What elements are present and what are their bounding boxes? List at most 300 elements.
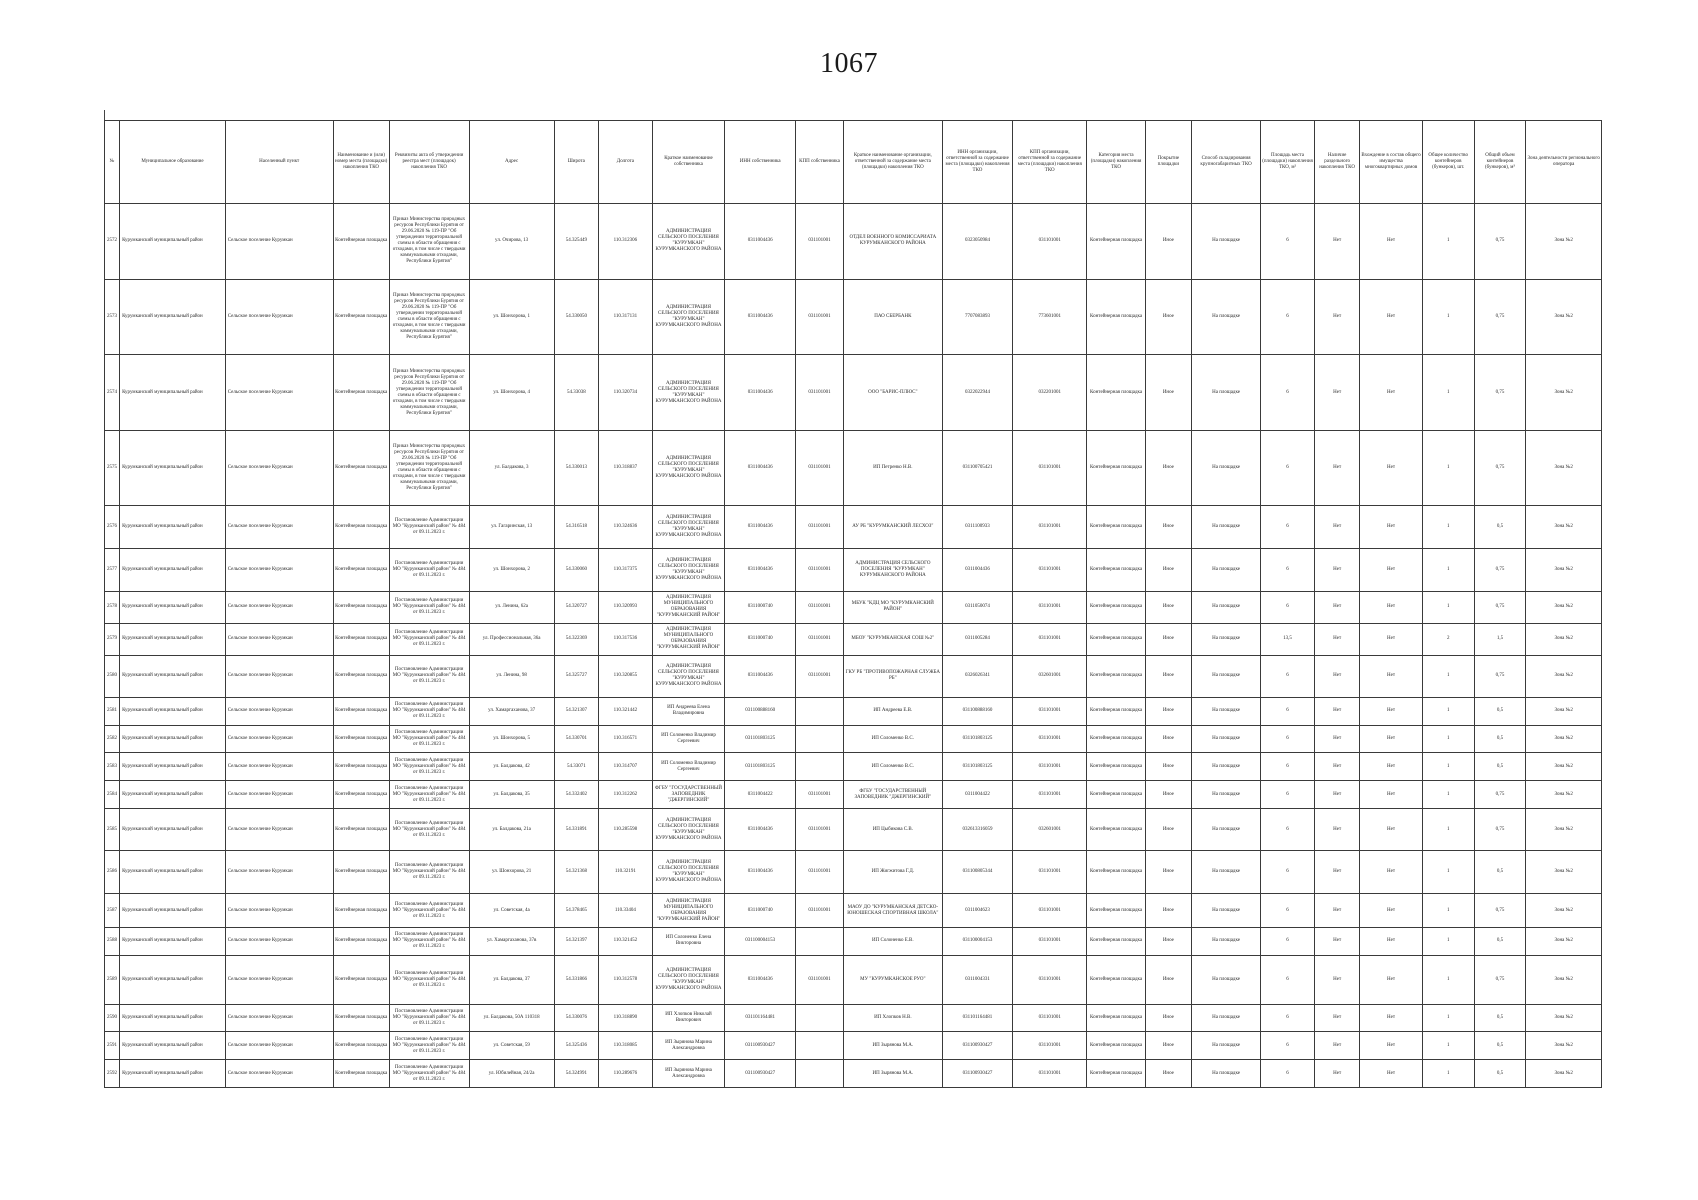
address-cell: ул. Гагаринская, 13 <box>469 506 554 549</box>
column-header: Общий объем контейнеров (бункеров), м³ <box>1474 121 1526 204</box>
municipality-cell: Курумканский муниципальный район <box>120 698 226 726</box>
container-count-cell: 1 <box>1422 279 1474 355</box>
site-name-cell: Контейнерная площадка <box>333 1060 389 1088</box>
longitude-cell: 110.289676 <box>598 1060 652 1088</box>
operator-zone-cell: Зона №2 <box>1526 1032 1602 1060</box>
act-cell: Постановление Администрации МО "Курумканский район" № 484 от 09.11.2023 г. <box>389 506 469 549</box>
owner-inn-cell: 0311000740 <box>725 894 796 928</box>
table-header <box>105 121 1602 204</box>
latitude-cell: 54.330013 <box>554 430 598 506</box>
area-cell: 6 <box>1261 725 1315 753</box>
operator-zone-cell: Зона №2 <box>1526 894 1602 928</box>
owner-inn-cell: 0311000740 <box>725 623 796 655</box>
separate-collection-cell: Нет <box>1314 808 1359 851</box>
longitude-cell: 110.33404 <box>598 894 652 928</box>
responsible-inn-cell: 0323050984 <box>942 204 1012 280</box>
act-cell: Постановление Администрации МО "Курумканский район" № 484 от 09.11.2023 г. <box>389 753 469 781</box>
owner-kpp-cell: 031101001 <box>796 655 843 698</box>
category-cell: Контейнерная площадка <box>1087 355 1145 431</box>
table-row <box>105 1032 1602 1060</box>
owner-inn-cell: 0311004436 <box>725 851 796 894</box>
responsible-kpp-cell: 031101001 <box>1013 1032 1087 1060</box>
common-property-cell: Нет <box>1360 894 1423 928</box>
row-number: 2586 <box>105 851 120 894</box>
owner-inn-cell: 0311004436 <box>725 430 796 506</box>
site-name-cell: Контейнерная площадка <box>333 725 389 753</box>
container-volume-cell: 0,5 <box>1474 1060 1526 1088</box>
container-volume-cell: 0,75 <box>1474 894 1526 928</box>
area-cell: 6 <box>1261 955 1315 1004</box>
container-count-cell: 1 <box>1422 851 1474 894</box>
settlement-cell: Сельское поселение Курумкан <box>225 279 333 355</box>
column-header: Широта <box>554 121 598 204</box>
container-volume-cell: 0,5 <box>1474 1004 1526 1032</box>
bulky-waste-cell: На площадке <box>1192 1060 1261 1088</box>
column-header: Наличие раздельного накопления ТКО <box>1314 121 1359 204</box>
act-cell: Постановление Администрации МО "Курумканский район" № 484 от 09.11.2023 г. <box>389 1032 469 1060</box>
table-row <box>105 591 1602 623</box>
longitude-cell: 110.317131 <box>598 279 652 355</box>
area-cell: 6 <box>1261 851 1315 894</box>
longitude-cell: 110.312306 <box>598 204 652 280</box>
responsible-org-cell: ИП Зырянова М.А. <box>843 1032 942 1060</box>
latitude-cell: 54.325449 <box>554 204 598 280</box>
owner-inn-cell: 031100930427 <box>725 1060 796 1088</box>
latitude-cell: 54.33071 <box>554 753 598 781</box>
responsible-org-cell: АУ РБ "КУРУМКАНСКИЙ ЛЕСХОЗ" <box>843 506 942 549</box>
site-name-cell: Контейнерная площадка <box>333 851 389 894</box>
row-number: 2590 <box>105 1004 120 1032</box>
table-row <box>105 1060 1602 1088</box>
responsible-inn-cell: 0311100933 <box>942 506 1012 549</box>
responsible-inn-cell: 032613316059 <box>942 808 1012 851</box>
municipality-cell: Курумканский муниципальный район <box>120 1060 226 1088</box>
site-name-cell: Контейнерная площадка <box>333 1004 389 1032</box>
area-cell: 6 <box>1261 506 1315 549</box>
address-cell: ул. Шонхорова, 2 <box>469 549 554 592</box>
table-row <box>105 928 1602 956</box>
responsible-inn-cell: 0311004436 <box>942 549 1012 592</box>
latitude-cell: 54.330076 <box>554 1004 598 1032</box>
container-volume-cell: 0,75 <box>1474 955 1526 1004</box>
area-cell: 6 <box>1261 894 1315 928</box>
address-cell: ул. Балдакова, 35 <box>469 781 554 809</box>
row-number: 2578 <box>105 591 120 623</box>
bulky-waste-cell: На площадке <box>1192 725 1261 753</box>
container-volume-cell: 0,5 <box>1474 851 1526 894</box>
owner-cell: АДМИНИСТРАЦИЯ МУНИЦИПАЛЬНОГО ОБРАЗОВАНИЯ "КУРУМКАНСКИЙ РАЙОН" <box>652 894 724 928</box>
owner-inn-cell: 0311004436 <box>725 549 796 592</box>
common-property-cell: Нет <box>1360 928 1423 956</box>
area-cell: 6 <box>1261 430 1315 506</box>
category-cell: Контейнерная площадка <box>1087 753 1145 781</box>
container-count-cell: 1 <box>1422 591 1474 623</box>
owner-cell: АДМИНИСТРАЦИЯ СЕЛЬСКОГО ПОСЕЛЕНИЯ "КУРУМКАН" КУРУМКАНСКОГО РАЙОНА <box>652 279 724 355</box>
row-number: 2591 <box>105 1032 120 1060</box>
settlement-cell: Сельское поселение Курумкан <box>225 430 333 506</box>
act-cell: Постановление Администрации МО "Курумканский район" № 484 от 09.11.2023 г. <box>389 1060 469 1088</box>
owner-inn-cell: 0311004436 <box>725 355 796 431</box>
category-cell: Контейнерная площадка <box>1087 430 1145 506</box>
longitude-cell: 110.317375 <box>598 549 652 592</box>
operator-zone-cell: Зона №2 <box>1526 808 1602 851</box>
category-cell: Контейнерная площадка <box>1087 894 1145 928</box>
act-cell: Постановление Администрации МО "Курумканский район" № 484 от 09.11.2023 г. <box>389 591 469 623</box>
owner-kpp-cell <box>796 928 843 956</box>
longitude-cell: 110.316571 <box>598 725 652 753</box>
column-header: Способ складирования крупногабаритных ТКО <box>1192 121 1261 204</box>
separate-collection-cell: Нет <box>1314 753 1359 781</box>
owner-kpp-cell <box>796 1032 843 1060</box>
owner-cell: АДМИНИСТРАЦИЯ СЕЛЬСКОГО ПОСЕЛЕНИЯ "КУРУМКАН" КУРУМКАНСКОГО РАЙОНА <box>652 851 724 894</box>
owner-inn-cell: 0311004436 <box>725 204 796 280</box>
owner-inn-cell: 0311004436 <box>725 808 796 851</box>
cover-cell: Иное <box>1145 279 1191 355</box>
cover-cell: Иное <box>1145 430 1191 506</box>
responsible-kpp-cell: 032601001 <box>1013 808 1087 851</box>
page-number: 1067 <box>820 48 878 79</box>
owner-cell: ИП Соломенко Владимир Сергеевич <box>652 725 724 753</box>
responsible-org-cell: ИП Соломенко В.С. <box>843 753 942 781</box>
area-cell: 6 <box>1261 1032 1315 1060</box>
address-cell: ул. Шонхорова, 1 <box>469 279 554 355</box>
responsible-inn-cell: 0326026341 <box>942 655 1012 698</box>
bulky-waste-cell: На площадке <box>1192 1004 1261 1032</box>
responsible-kpp-cell: 031101001 <box>1013 725 1087 753</box>
responsible-kpp-cell: 031101001 <box>1013 430 1087 506</box>
bulky-waste-cell: На площадке <box>1192 655 1261 698</box>
column-header: Реквизиты акта об утверждении реестра мест (площадок) накопления ТКО <box>389 121 469 204</box>
row-number: 2581 <box>105 698 120 726</box>
responsible-inn-cell: 0311050074 <box>942 591 1012 623</box>
act-cell: Постановление Администрации МО "Курумканский район" № 484 от 09.11.2023 г. <box>389 1004 469 1032</box>
responsible-inn-cell: 031100805344 <box>942 851 1012 894</box>
bulky-waste-cell: На площадке <box>1192 623 1261 655</box>
owner-kpp-cell: 031101001 <box>796 279 843 355</box>
bulky-waste-cell: На площадке <box>1192 591 1261 623</box>
longitude-cell: 110.324636 <box>598 506 652 549</box>
common-property-cell: Нет <box>1360 506 1423 549</box>
separate-collection-cell: Нет <box>1314 955 1359 1004</box>
site-name-cell: Контейнерная площадка <box>333 808 389 851</box>
area-cell: 6 <box>1261 655 1315 698</box>
municipality-cell: Курумканский муниципальный район <box>120 279 226 355</box>
container-volume-cell: 0,75 <box>1474 655 1526 698</box>
site-name-cell: Контейнерная площадка <box>333 1032 389 1060</box>
container-count-cell: 1 <box>1422 430 1474 506</box>
owner-cell: АДМИНИСТРАЦИЯ СЕЛЬСКОГО ПОСЕЛЕНИЯ "КУРУМКАН" КУРУМКАНСКОГО РАЙОНА <box>652 655 724 698</box>
longitude-cell: 110.320734 <box>598 355 652 431</box>
responsible-org-cell: ИП Соломенко В.С. <box>843 725 942 753</box>
owner-cell: АДМИНИСТРАЦИЯ СЕЛЬСКОГО ПОСЕЛЕНИЯ "КУРУМКАН" КУРУМКАНСКОГО РАЙОНА <box>652 955 724 1004</box>
owner-kpp-cell: 031101001 <box>796 591 843 623</box>
settlement-cell: Сельское поселение Курумкан <box>225 355 333 431</box>
operator-zone-cell: Зона №2 <box>1526 955 1602 1004</box>
settlement-cell: Сельское поселение Курумкан <box>225 1060 333 1088</box>
operator-zone-cell: Зона №2 <box>1526 1004 1602 1032</box>
bulky-waste-cell: На площадке <box>1192 955 1261 1004</box>
settlement-cell: Сельское поселение Курумкан <box>225 204 333 280</box>
container-volume-cell: 0,75 <box>1474 355 1526 431</box>
responsible-inn-cell: 7707083893 <box>942 279 1012 355</box>
owner-inn-cell: 0311004436 <box>725 279 796 355</box>
table-row <box>105 781 1602 809</box>
container-count-cell: 1 <box>1422 808 1474 851</box>
bulky-waste-cell: На площадке <box>1192 1032 1261 1060</box>
owner-cell: ИП Хлопков Николай Викторович <box>652 1004 724 1032</box>
separate-collection-cell: Нет <box>1314 623 1359 655</box>
owner-kpp-cell <box>796 1004 843 1032</box>
owner-kpp-cell <box>796 698 843 726</box>
municipality-cell: Курумканский муниципальный район <box>120 204 226 280</box>
cover-cell: Иное <box>1145 928 1191 956</box>
area-cell: 6 <box>1261 1060 1315 1088</box>
table-row <box>105 549 1602 592</box>
owner-cell: ИП Андреева Елена Владимировна <box>652 698 724 726</box>
longitude-cell: 110.312262 <box>598 781 652 809</box>
separate-collection-cell: Нет <box>1314 506 1359 549</box>
common-property-cell: Нет <box>1360 355 1423 431</box>
longitude-cell: 110.285598 <box>598 808 652 851</box>
row-number: 2579 <box>105 623 120 655</box>
responsible-kpp-cell: 773601001 <box>1013 279 1087 355</box>
site-name-cell: Контейнерная площадка <box>333 655 389 698</box>
site-name-cell: Контейнерная площадка <box>333 591 389 623</box>
separate-collection-cell: Нет <box>1314 698 1359 726</box>
common-property-cell: Нет <box>1360 655 1423 698</box>
latitude-cell: 54.33038 <box>554 355 598 431</box>
address-cell: ул. Хамаргаханова, 37 <box>469 698 554 726</box>
container-volume-cell: 0,75 <box>1474 808 1526 851</box>
latitude-cell: 54.322369 <box>554 623 598 655</box>
owner-kpp-cell: 031101001 <box>796 894 843 928</box>
owner-cell: ИП Соломенко Владимир Сергеевич <box>652 753 724 781</box>
table-row <box>105 955 1602 1004</box>
owner-inn-cell: 0311004436 <box>725 655 796 698</box>
separate-collection-cell: Нет <box>1314 430 1359 506</box>
owner-cell: АДМИНИСТРАЦИЯ СЕЛЬСКОГО ПОСЕЛЕНИЯ "КУРУМКАН" КУРУМКАНСКОГО РАЙОНА <box>652 506 724 549</box>
municipality-cell: Курумканский муниципальный район <box>120 1032 226 1060</box>
category-cell: Контейнерная площадка <box>1087 851 1145 894</box>
owner-inn-cell: 031100888160 <box>725 698 796 726</box>
cover-cell: Иное <box>1145 1032 1191 1060</box>
bulky-waste-cell: На площадке <box>1192 928 1261 956</box>
owner-cell: АДМИНИСТРАЦИЯ МУНИЦИПАЛЬНОГО ОБРАЗОВАНИЯ "КУРУМКАНСКИЙ РАЙОН" <box>652 623 724 655</box>
responsible-inn-cell: 0311004331 <box>942 955 1012 1004</box>
owner-cell: ИП Зырянова Марина Александровна <box>652 1032 724 1060</box>
longitude-cell: 110.320855 <box>598 655 652 698</box>
table-row <box>105 698 1602 726</box>
table-row <box>105 725 1602 753</box>
owner-cell: ИП Зырянова Марина Александровна <box>652 1060 724 1088</box>
responsible-org-cell: ИП Петренко Н.В. <box>843 430 942 506</box>
owner-inn-cell: 031101803125 <box>725 753 796 781</box>
act-cell: Постановление Администрации МО "Курумканский район" № 484 от 09.11.2023 г. <box>389 808 469 851</box>
container-volume-cell: 0,5 <box>1474 698 1526 726</box>
settlement-cell: Сельское поселение Курумкан <box>225 698 333 726</box>
row-number: 2589 <box>105 955 120 1004</box>
operator-zone-cell: Зона №2 <box>1526 204 1602 280</box>
container-volume-cell: 0,75 <box>1474 781 1526 809</box>
column-header: Долгота <box>598 121 652 204</box>
settlement-cell: Сельское поселение Курумкан <box>225 1032 333 1060</box>
responsible-org-cell: МБУК "КДЦ МО "КУРУМКАНСКИЙ РАЙОН" <box>843 591 942 623</box>
longitude-cell: 110.320993 <box>598 591 652 623</box>
municipality-cell: Курумканский муниципальный район <box>120 894 226 928</box>
bulky-waste-cell: На площадке <box>1192 781 1261 809</box>
responsible-org-cell: ООО "БАРИС-ПЛЮС" <box>843 355 942 431</box>
operator-zone-cell: Зона №2 <box>1526 1060 1602 1088</box>
address-cell: ул. Балдакова, 21а <box>469 808 554 851</box>
longitude-cell: 110.321452 <box>598 928 652 956</box>
separate-collection-cell: Нет <box>1314 591 1359 623</box>
container-count-cell: 1 <box>1422 955 1474 1004</box>
address-cell: ул. Балдакова, 3 <box>469 430 554 506</box>
common-property-cell: Нет <box>1360 753 1423 781</box>
latitude-cell: 54.321397 <box>554 928 598 956</box>
settlement-cell: Сельское поселение Курумкан <box>225 725 333 753</box>
operator-zone-cell: Зона №2 <box>1526 698 1602 726</box>
owner-cell: АДМИНИСТРАЦИЯ СЕЛЬСКОГО ПОСЕЛЕНИЯ "КУРУМКАН" КУРУМКАНСКОГО РАЙОНА <box>652 430 724 506</box>
row-number: 2574 <box>105 355 120 431</box>
category-cell: Контейнерная площадка <box>1087 1060 1145 1088</box>
column-header: Зона деятельности регионального оператора <box>1526 121 1602 204</box>
column-header: Краткое наименование собственника <box>652 121 724 204</box>
latitude-cell: 54.330701 <box>554 725 598 753</box>
act-cell: Постановление Администрации МО "Курумканский район" № 484 от 09.11.2023 г. <box>389 781 469 809</box>
separate-collection-cell: Нет <box>1314 204 1359 280</box>
category-cell: Контейнерная площадка <box>1087 725 1145 753</box>
latitude-cell: 54.330050 <box>554 279 598 355</box>
common-property-cell: Нет <box>1360 851 1423 894</box>
table-row <box>105 204 1602 280</box>
cover-cell: Иное <box>1145 955 1191 1004</box>
responsible-inn-cell: 031100004153 <box>942 928 1012 956</box>
container-volume-cell: 0,5 <box>1474 928 1526 956</box>
cover-cell: Иное <box>1145 698 1191 726</box>
responsible-org-cell: ФГБУ "ГОСУДАРСТВЕННЫЙ ЗАПОВЕДНИК "ДЖЕРГИНСКИЙ" <box>843 781 942 809</box>
container-count-cell: 1 <box>1422 928 1474 956</box>
responsible-org-cell: ИП Солоненко Е.В. <box>843 928 942 956</box>
row-number: 2587 <box>105 894 120 928</box>
table-row <box>105 506 1602 549</box>
category-cell: Контейнерная площадка <box>1087 549 1145 592</box>
row-number: 2573 <box>105 279 120 355</box>
settlement-cell: Сельское поселение Курумкан <box>225 623 333 655</box>
latitude-cell: 54.324991 <box>554 1060 598 1088</box>
container-volume-cell: 0,5 <box>1474 1032 1526 1060</box>
container-count-cell: 1 <box>1422 549 1474 592</box>
municipality-cell: Курумканский муниципальный район <box>120 928 226 956</box>
owner-inn-cell: 0311004422 <box>725 781 796 809</box>
cover-cell: Иное <box>1145 753 1191 781</box>
responsible-org-cell: МАОУ ДО "КУРУМКАНСКАЯ ДЕТСКО-ЮНОШЕСКАЯ СПОРТИВНАЯ ШКОЛА" <box>843 894 942 928</box>
column-header: Населенный пункт <box>225 121 333 204</box>
responsible-org-cell: МУ "КУРУМКАНСКОЕ РУО" <box>843 955 942 1004</box>
operator-zone-cell: Зона №2 <box>1526 623 1602 655</box>
municipality-cell: Курумканский муниципальный район <box>120 549 226 592</box>
municipality-cell: Курумканский муниципальный район <box>120 655 226 698</box>
column-header: КПП организации, ответственной за содержание места (площадки) накопления ТКО <box>1013 121 1087 204</box>
owner-kpp-cell <box>796 753 843 781</box>
act-cell: Постановление Администрации МО "Курумканский район" № 484 от 09.11.2023 г. <box>389 549 469 592</box>
column-header: ИНН организации, ответственной за содержание места (площадки) накопления ТКО <box>942 121 1012 204</box>
container-count-cell: 1 <box>1422 204 1474 280</box>
responsible-inn-cell: 0311005284 <box>942 623 1012 655</box>
separate-collection-cell: Нет <box>1314 1004 1359 1032</box>
cover-cell: Иное <box>1145 549 1191 592</box>
longitude-cell: 110.317536 <box>598 623 652 655</box>
area-cell: 13,5 <box>1261 623 1315 655</box>
table-row <box>105 655 1602 698</box>
container-count-cell: 1 <box>1422 1032 1474 1060</box>
cover-cell: Иное <box>1145 506 1191 549</box>
municipality-cell: Курумканский муниципальный район <box>120 591 226 623</box>
responsible-org-cell: ГКУ РБ "ПРОТИВОПОЖАРНАЯ СЛУЖБА РБ" <box>843 655 942 698</box>
container-volume-cell: 0,75 <box>1474 279 1526 355</box>
site-name-cell: Контейнерная площадка <box>333 204 389 280</box>
separate-collection-cell: Нет <box>1314 1060 1359 1088</box>
column-header: Краткое наименование организации, ответственной за содержание места (площадки) накопления ТКО <box>843 121 942 204</box>
site-name-cell: Контейнерная площадка <box>333 355 389 431</box>
act-cell: Постановление Администрации МО "Курумканский район" № 484 от 09.11.2023 г. <box>389 955 469 1004</box>
area-cell: 6 <box>1261 591 1315 623</box>
common-property-cell: Нет <box>1360 1004 1423 1032</box>
act-cell: Постановление Администрации МО "Курумканский район" № 484 от 09.11.2023 г. <box>389 725 469 753</box>
latitude-cell: 54.325727 <box>554 655 598 698</box>
operator-zone-cell: Зона №2 <box>1526 655 1602 698</box>
table-row <box>105 894 1602 928</box>
responsible-org-cell: ИП Зырянова М.А. <box>843 1060 942 1088</box>
latitude-cell: 54.321307 <box>554 698 598 726</box>
settlement-cell: Сельское поселение Курумкан <box>225 894 333 928</box>
bulky-waste-cell: На площадке <box>1192 506 1261 549</box>
area-cell: 6 <box>1261 1004 1315 1032</box>
category-cell: Контейнерная площадка <box>1087 591 1145 623</box>
owner-cell: АДМИНИСТРАЦИЯ СЕЛЬСКОГО ПОСЕЛЕНИЯ "КУРУМКАН" КУРУМКАНСКОГО РАЙОНА <box>652 808 724 851</box>
separate-collection-cell: Нет <box>1314 655 1359 698</box>
operator-zone-cell: Зона №2 <box>1526 753 1602 781</box>
responsible-inn-cell: 031101803125 <box>942 753 1012 781</box>
separate-collection-cell: Нет <box>1314 725 1359 753</box>
container-count-cell: 1 <box>1422 781 1474 809</box>
row-number: 2575 <box>105 430 120 506</box>
row-number: 2582 <box>105 725 120 753</box>
municipality-cell: Курумканский муниципальный район <box>120 753 226 781</box>
column-header: Покрытие площадки <box>1145 121 1191 204</box>
row-number: 2577 <box>105 549 120 592</box>
site-name-cell: Контейнерная площадка <box>333 430 389 506</box>
common-property-cell: Нет <box>1360 808 1423 851</box>
address-cell: ул. Ленина, 98 <box>469 655 554 698</box>
owner-inn-cell: 0311004436 <box>725 506 796 549</box>
container-count-cell: 1 <box>1422 894 1474 928</box>
table-row <box>105 808 1602 851</box>
owner-cell: ФГБУ "ГОСУДАРСТВЕННЫЙ ЗАПОВЕДНИК "ДЖЕРГИНСКИЙ" <box>652 781 724 809</box>
column-header: Категория места (площадки) накопления ТКО <box>1087 121 1145 204</box>
longitude-cell: 110.318085 <box>598 1032 652 1060</box>
owner-kpp-cell: 031101001 <box>796 355 843 431</box>
area-cell: 6 <box>1261 928 1315 956</box>
longitude-cell: 110.318890 <box>598 1004 652 1032</box>
act-cell: Приказ Министерства природных ресурсов Республики Бурятия от 29.06.2020 № 119-ПР "Об утверждении территориальной схемы в области обращения с отходами, в том числе с твердыми коммунальными отходами, Республики Бурятия" <box>389 355 469 431</box>
act-cell: Постановление Администрации МО "Курумканский район" № 484 от 09.11.2023 г. <box>389 623 469 655</box>
column-header: Общее количество контейнеров (бункеров), шт. <box>1422 121 1474 204</box>
row-number: 2585 <box>105 808 120 851</box>
act-cell: Постановление Администрации МО "Курумканский район" № 484 от 09.11.2023 г. <box>389 851 469 894</box>
owner-cell: ИП Солоненко Елена Викторовна <box>652 928 724 956</box>
common-property-cell: Нет <box>1360 591 1423 623</box>
